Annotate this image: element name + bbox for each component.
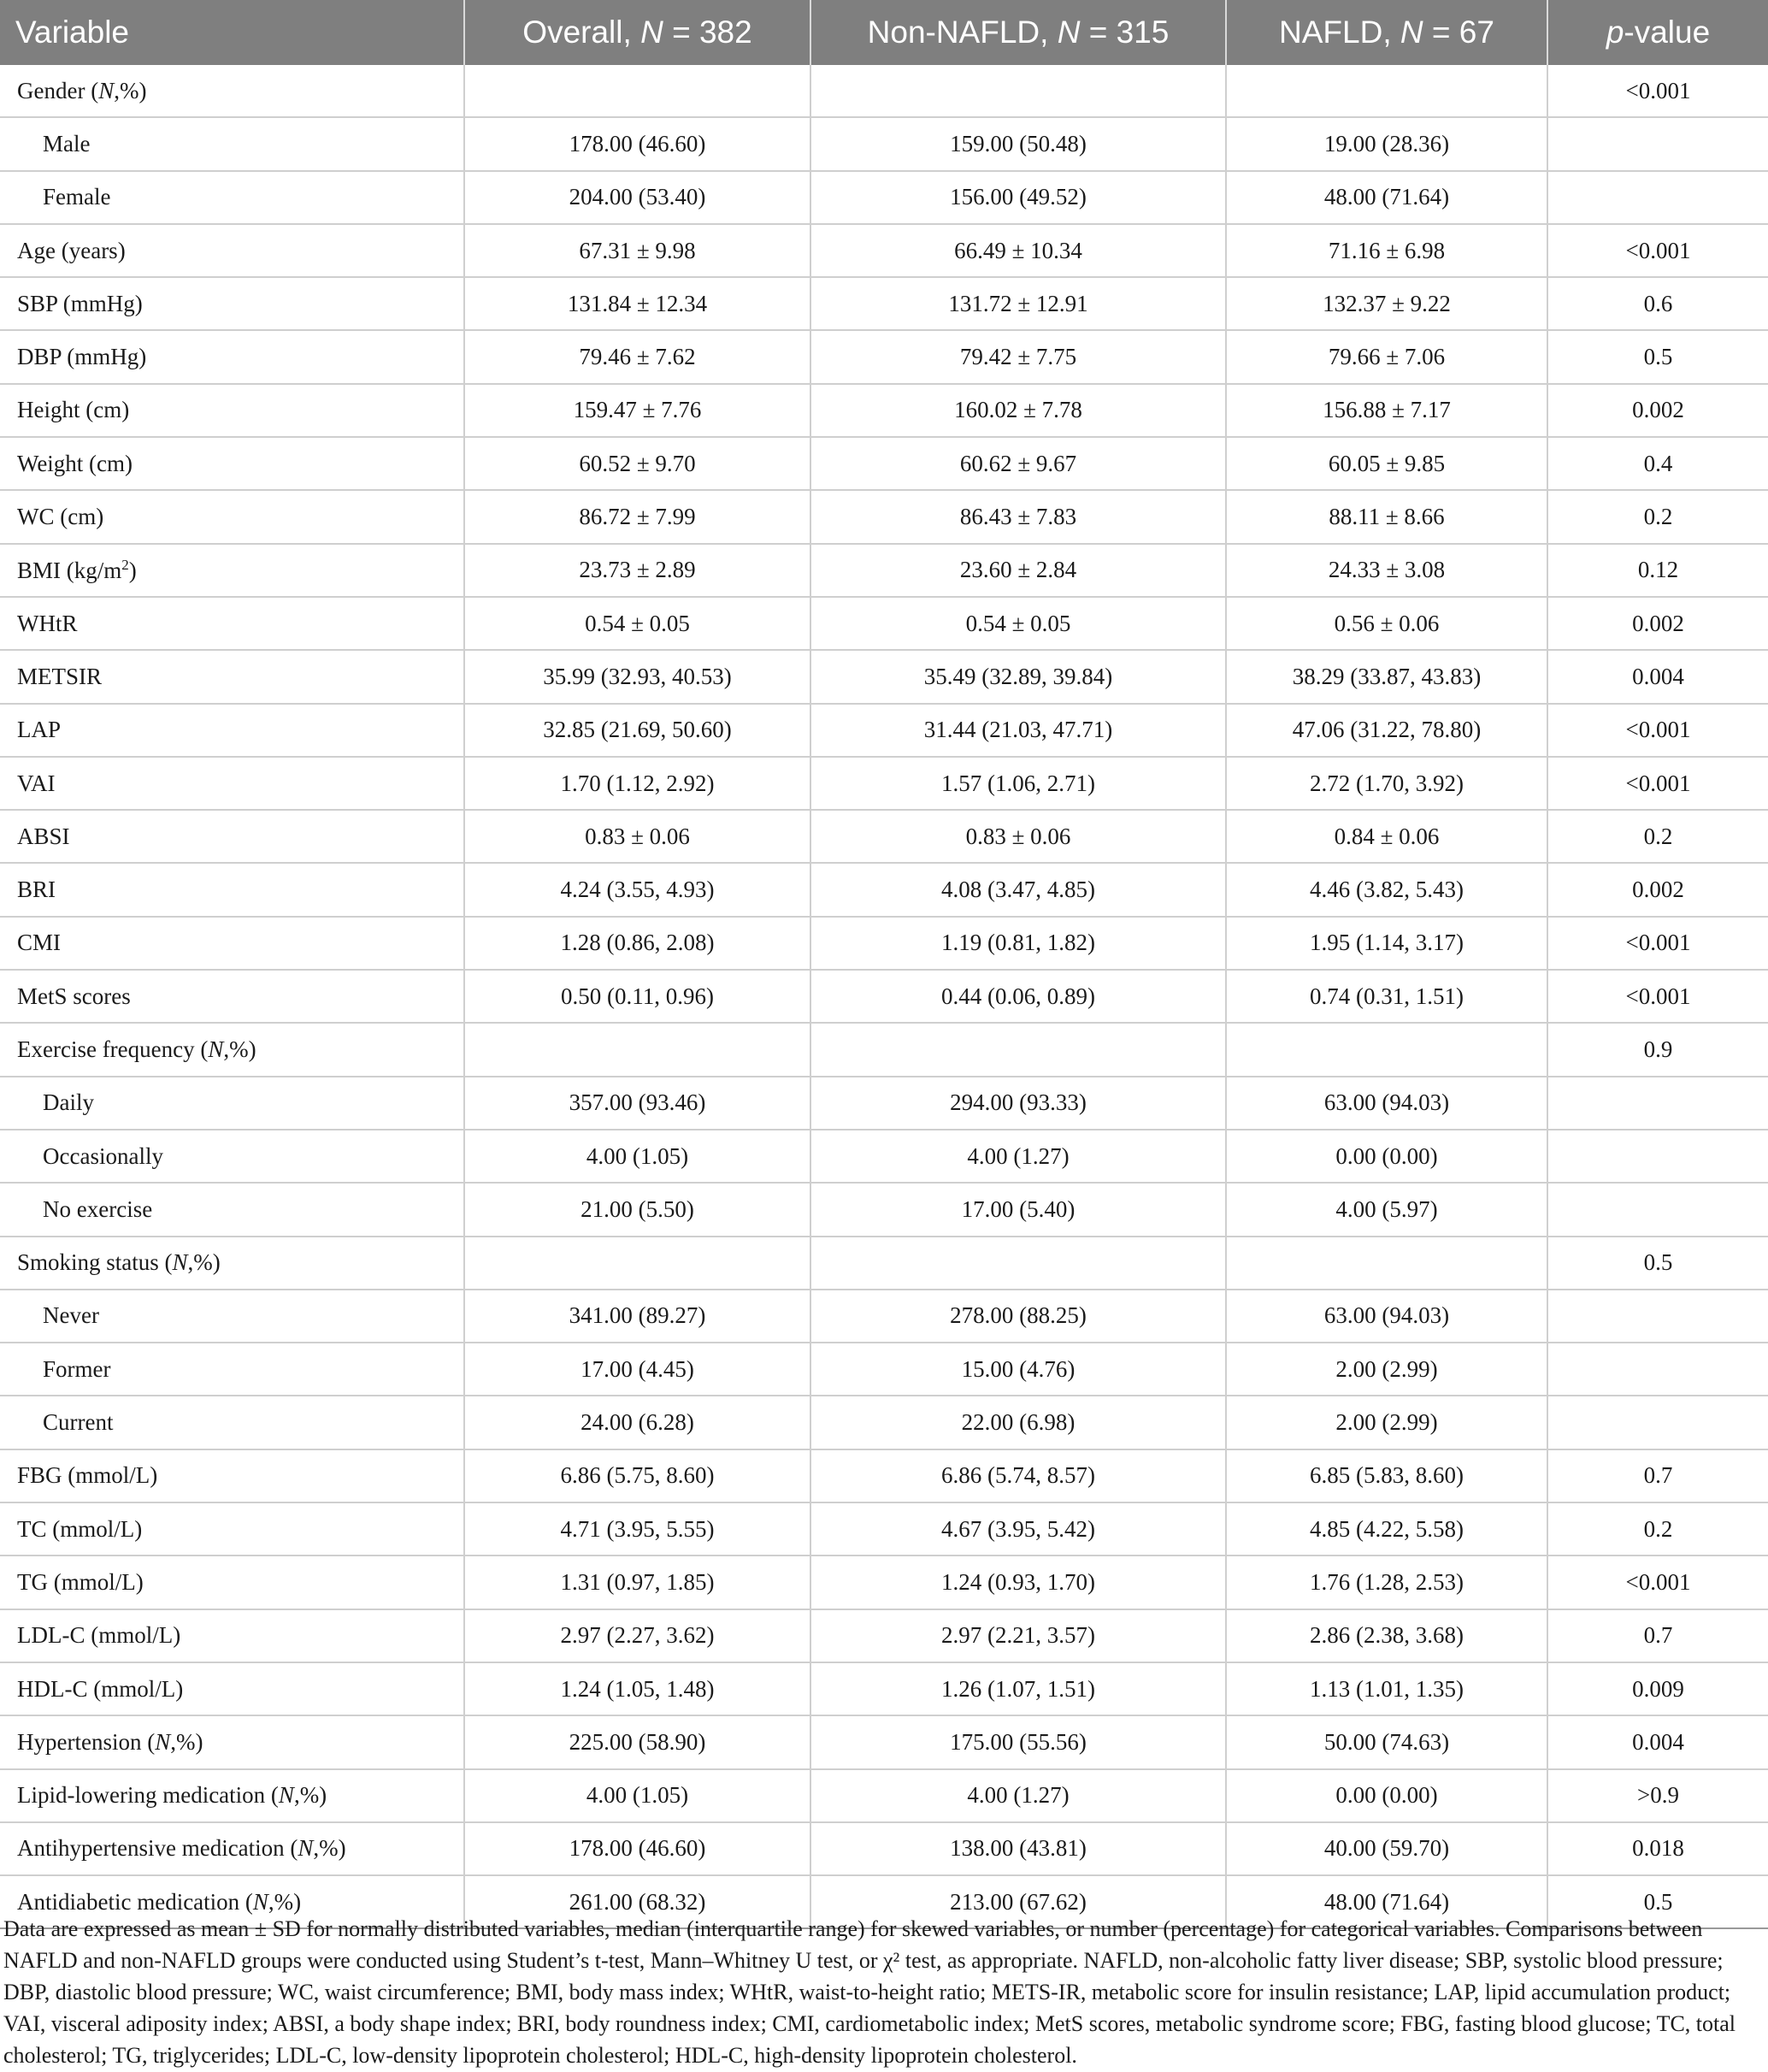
row-label-text: Male [43,130,91,156]
row-label-text: LAP [17,717,62,743]
cell-overall: 4.24 (3.55, 4.93) [464,863,810,916]
table-row [0,917,1768,970]
cell-overall: 17.00 (4.45) [464,1343,810,1396]
row-label [0,1609,464,1662]
cell-non-nafld: 0.83 ± 0.06 [810,810,1226,863]
cell-pvalue: <0.001 [1547,1555,1768,1609]
cell-nafld: 50.00 (74.63) [1226,1715,1547,1768]
cell-nafld: 88.11 ± 8.66 [1226,490,1547,543]
cell-overall: 159.47 ± 7.76 [464,384,810,437]
row-label-text: TG (mmol/L) [17,1568,144,1595]
row-label-text: Gender ( [17,77,99,103]
cell-non-nafld: 86.43 ± 7.83 [810,490,1226,543]
row-label [0,1023,464,1076]
cell-nafld: 2.00 (2.99) [1226,1396,1547,1449]
cell-pvalue [1547,171,1768,224]
cell-overall: 0.54 ± 0.05 [464,597,810,650]
table-row [0,1502,1768,1555]
cell-overall: 23.73 ± 2.89 [464,544,810,597]
cell-non-nafld: 35.49 (32.89, 39.84) [810,650,1226,703]
row-label-text: HDL-C (mmol/L) [17,1675,184,1702]
row-label-text: Current [43,1409,114,1436]
cell-nafld: 4.85 (4.22, 5.58) [1226,1502,1547,1555]
row-label-tail: ,%) [223,1036,256,1062]
row-label-text: WC (cm) [17,504,104,530]
table-row [0,1555,1768,1609]
row-label [0,810,464,863]
row-label [0,1769,464,1822]
cell-non-nafld: 278.00 (88.25) [810,1290,1226,1343]
cell-pvalue: <0.001 [1547,917,1768,970]
cell-overall: 2.97 (2.27, 3.62) [464,1609,810,1662]
row-label [0,490,464,543]
cell-pvalue: 0.002 [1547,863,1768,916]
table-footnote: Data are expressed as mean ± SD for normally distributed variables, median (interquartile range) for skewed variables, or number (percentage) for categorical variables. Comparisons between NAFLD and non-NAFLD groups were conducted using Student’s t-test, Mann–Whitney U test, or χ² test, as appropriate. NAFLD, non-alcoholic fatty liver disease; SBP, systolic blood pressure; DBP, diastolic blood pressure; WC, waist circumference; BMI, body mass index; WHtR, waist-to-height ratio; METS-IR, metabolic score for insulin resistance; LAP, lipid accumulation product; VAI, visceral adiposity index; ABSI, a body shape index; BRI, body roundness index; CMI, cardiometabolic index; MetS scores, metabolic syndrome score; FBG, fasting blood glucose; TC, total cholesterol; TG, triglycerides; LDL-C, low-density lipoprotein cholesterol; HDL-C, high-density lipoprotein cholesterol. [3,1916,1736,2068]
cell-overall: 1.24 (1.05, 1.48) [464,1662,810,1715]
cell-non-nafld: 2.97 (2.21, 3.57) [810,1609,1226,1662]
cell-overall: 4.00 (1.05) [464,1130,810,1183]
cell-pvalue [1547,1130,1768,1183]
row-label [0,544,464,597]
header-non-nafld-prefix: Non-NAFLD, [867,15,1058,50]
cell-nafld: 0.00 (0.00) [1226,1130,1547,1183]
cell-pvalue: 0.002 [1547,384,1768,437]
row-label [0,650,464,703]
header-variable: Variable [0,0,464,65]
table-row [0,970,1768,1023]
table-row [0,810,1768,863]
row-label-text: Weight (cm) [17,450,133,476]
table-row [0,1183,1768,1236]
cell-nafld: 40.00 (59.70) [1226,1822,1547,1875]
cell-nafld: 156.88 ± 7.17 [1226,384,1547,437]
row-label-text: METSIR [17,663,103,689]
table-row [0,544,1768,597]
cell-pvalue: 0.2 [1547,490,1768,543]
table-row [0,277,1768,330]
cell-nafld: 1.76 (1.28, 2.53) [1226,1555,1547,1609]
header-non-nafld-n: N [1057,15,1081,50]
cell-non-nafld: 4.00 (1.27) [810,1130,1226,1183]
cell-pvalue: 0.5 [1547,1875,1768,1928]
row-label-text: SBP (mmHg) [17,290,143,316]
cell-pvalue: 0.7 [1547,1609,1768,1662]
cell-nafld: 4.46 (3.82, 5.43) [1226,863,1547,916]
row-label-text: FBG (mmol/L) [17,1462,158,1489]
cell-overall: 79.46 ± 7.62 [464,330,810,383]
row-label-italic: N [252,1888,268,1915]
cell-nafld: 0.00 (0.00) [1226,1769,1547,1822]
cell-nafld: 2.86 (2.38, 3.68) [1226,1609,1547,1662]
row-label-text: CMI [17,930,62,956]
cell-non-nafld [810,1237,1226,1290]
table-row [0,490,1768,543]
table-row [0,1715,1768,1768]
cell-overall: 357.00 (93.46) [464,1077,810,1130]
cell-non-nafld: 31.44 (21.03, 47.71) [810,704,1226,757]
row-label [0,1715,464,1768]
cell-pvalue: <0.001 [1547,224,1768,277]
cell-non-nafld: 6.86 (5.74, 8.57) [810,1449,1226,1502]
row-label [0,757,464,810]
cell-pvalue: 0.009 [1547,1662,1768,1715]
header-nafld [1226,0,1547,65]
cell-non-nafld: 4.00 (1.27) [810,1769,1226,1822]
row-label-italic: N [278,1782,294,1809]
table-row [0,1769,1768,1822]
row-label-tail: ,%) [293,1782,327,1809]
row-label-italic: N [155,1728,171,1755]
table-row [0,1822,1768,1875]
table-row [0,330,1768,383]
row-label [0,330,464,383]
cell-pvalue [1547,117,1768,170]
cell-nafld: 19.00 (28.36) [1226,117,1547,170]
table-row [0,704,1768,757]
cell-pvalue: 0.12 [1547,544,1768,597]
row-label [0,1555,464,1609]
cell-overall: 1.70 (1.12, 2.92) [464,757,810,810]
cell-overall: 21.00 (5.50) [464,1183,810,1236]
row-label-text: Occasionally [43,1142,163,1169]
row-label-text: Hypertension ( [17,1728,156,1755]
row-label-text: Antidiabetic medication ( [17,1888,253,1915]
table-row [0,1237,1768,1290]
cell-nafld: 2.72 (1.70, 3.92) [1226,757,1547,810]
cell-non-nafld: 131.72 ± 12.91 [810,277,1226,330]
row-label-text: WHtR [17,610,78,636]
table-row [0,384,1768,437]
cell-nafld [1226,1237,1547,1290]
cell-pvalue: 0.002 [1547,597,1768,650]
table-row [0,1396,1768,1449]
row-label [0,384,464,437]
row-label-text: ABSI [17,823,70,849]
cell-non-nafld: 1.24 (0.93, 1.70) [810,1555,1226,1609]
row-label-text: VAI [17,770,56,796]
cell-pvalue [1547,1077,1768,1130]
row-label-text: LDL-C (mmol/L) [17,1622,181,1649]
row-label-italic: N [98,77,115,103]
cell-non-nafld: 79.42 ± 7.75 [810,330,1226,383]
row-label-text: Never [43,1302,99,1329]
cell-nafld: 60.05 ± 9.85 [1226,437,1547,490]
table-row [0,171,1768,224]
cell-pvalue: 0.4 [1547,437,1768,490]
row-label-text: Exercise frequency ( [17,1036,209,1062]
row-label-text: Lipid-lowering medication ( [17,1782,279,1809]
cell-overall: 35.99 (32.93, 40.53) [464,650,810,703]
cell-pvalue: >0.9 [1547,1769,1768,1822]
table-row [0,1662,1768,1715]
cell-nafld: 1.13 (1.01, 1.35) [1226,1662,1547,1715]
table-row [0,757,1768,810]
cell-non-nafld: 1.57 (1.06, 2.71) [810,757,1226,810]
row-label [0,917,464,970]
row-label [0,65,464,117]
cell-pvalue: 0.9 [1547,1023,1768,1076]
row-label-text: Female [43,184,111,210]
cell-overall: 6.86 (5.75, 8.60) [464,1449,810,1502]
cell-pvalue: 0.004 [1547,650,1768,703]
cell-overall: 32.85 (21.69, 50.60) [464,704,810,757]
row-label-superscript: 2 [121,556,129,573]
table-row [0,437,1768,490]
cell-non-nafld: 159.00 (50.48) [810,117,1226,170]
row-label [0,1237,464,1290]
cell-pvalue [1547,1396,1768,1449]
cell-non-nafld [810,1023,1226,1076]
row-label-text: Former [43,1355,111,1382]
cell-overall: 261.00 (68.32) [464,1875,810,1928]
row-label [0,1502,464,1555]
cell-nafld: 132.37 ± 9.22 [1226,277,1547,330]
cell-nafld: 0.56 ± 0.06 [1226,597,1547,650]
cell-non-nafld: 0.44 (0.06, 0.89) [810,970,1226,1023]
cell-non-nafld: 66.49 ± 10.34 [810,224,1226,277]
table-row [0,863,1768,916]
cell-overall: 24.00 (6.28) [464,1396,810,1449]
cell-non-nafld: 294.00 (93.33) [810,1077,1226,1130]
table-row [0,224,1768,277]
row-label-text: Height (cm) [17,397,130,423]
row-label [0,224,464,277]
header-overall-suffix: = 382 [663,15,752,50]
cell-pvalue: <0.001 [1547,704,1768,757]
header-nafld-n: N [1400,15,1423,50]
row-label-text: BRI [17,877,56,903]
cell-overall: 60.52 ± 9.70 [464,437,810,490]
cell-non-nafld: 15.00 (4.76) [810,1343,1226,1396]
row-label-text: TC (mmol/L) [17,1515,143,1542]
row-label [0,277,464,330]
row-label-text: Age (years) [17,237,126,263]
row-label [0,437,464,490]
header-pvalue [1547,0,1768,65]
row-label-tail: ,%) [268,1888,302,1915]
cell-nafld [1226,65,1547,117]
cell-nafld: 48.00 (71.64) [1226,1875,1547,1928]
cell-non-nafld: 138.00 (43.81) [810,1822,1226,1875]
row-label-italic: N [208,1036,224,1062]
cell-non-nafld: 4.08 (3.47, 4.85) [810,863,1226,916]
cell-nafld: 48.00 (71.64) [1226,171,1547,224]
row-label-tail: ,%) [313,1835,346,1862]
cell-non-nafld: 160.02 ± 7.78 [810,384,1226,437]
cell-pvalue: 0.5 [1547,330,1768,383]
row-label-text: Smoking status ( [17,1249,173,1276]
cell-nafld: 4.00 (5.97) [1226,1183,1547,1236]
cell-non-nafld: 17.00 (5.40) [810,1183,1226,1236]
table-row [0,597,1768,650]
cell-overall: 178.00 (46.60) [464,117,810,170]
cell-overall [464,1237,810,1290]
row-label [0,1343,464,1396]
header-pvalue-p: p [1606,15,1624,50]
row-label [0,1130,464,1183]
cell-pvalue: 0.7 [1547,1449,1768,1502]
table-body [0,65,1768,1928]
row-label-text: Antihypertensive medication ( [17,1835,298,1862]
cell-overall: 4.71 (3.95, 5.55) [464,1502,810,1555]
cell-overall: 225.00 (58.90) [464,1715,810,1768]
cell-pvalue: <0.001 [1547,65,1768,117]
cell-non-nafld: 175.00 (55.56) [810,1715,1226,1768]
cell-overall [464,1023,810,1076]
cell-pvalue [1547,1290,1768,1343]
cell-pvalue: 0.5 [1547,1237,1768,1290]
cell-nafld: 24.33 ± 3.08 [1226,544,1547,597]
cell-pvalue: 0.018 [1547,1822,1768,1875]
cell-non-nafld: 60.62 ± 9.67 [810,437,1226,490]
cell-non-nafld: 0.54 ± 0.05 [810,597,1226,650]
cell-nafld: 0.84 ± 0.06 [1226,810,1547,863]
cell-pvalue: 0.2 [1547,1502,1768,1555]
row-label [0,1290,464,1343]
cell-nafld: 6.85 (5.83, 8.60) [1226,1449,1547,1502]
cell-nafld: 63.00 (94.03) [1226,1290,1547,1343]
row-label [0,597,464,650]
header-non-nafld [810,0,1226,65]
table-row [0,1023,1768,1076]
row-label [0,1662,464,1715]
header-nafld-suffix: = 67 [1423,15,1494,50]
cell-overall: 178.00 (46.60) [464,1822,810,1875]
cell-pvalue: 0.004 [1547,1715,1768,1768]
row-label [0,863,464,916]
cell-non-nafld: 213.00 (67.62) [810,1875,1226,1928]
row-label [0,1822,464,1875]
table-row [0,650,1768,703]
table-header [0,0,1768,65]
row-label-text: BMI (kg/m [17,557,122,583]
table-row [0,1077,1768,1130]
cell-overall: 0.83 ± 0.06 [464,810,810,863]
row-label [0,970,464,1023]
cell-non-nafld: 156.00 (49.52) [810,171,1226,224]
row-label [0,1396,464,1449]
table-row [0,1449,1768,1502]
row-label [0,171,464,224]
table-row [0,1609,1768,1662]
cell-non-nafld: 23.60 ± 2.84 [810,544,1226,597]
cell-overall [464,65,810,117]
row-label-text: MetS scores [17,983,131,1009]
table-row [0,65,1768,117]
row-label-tail: ,%) [114,77,147,103]
header-row [0,0,1768,65]
row-label-italic: N [298,1835,314,1862]
row-label-text: DBP (mmHg) [17,344,147,370]
cell-nafld [1226,1023,1547,1076]
cell-pvalue: <0.001 [1547,757,1768,810]
cell-nafld: 0.74 (0.31, 1.51) [1226,970,1547,1023]
cell-overall: 67.31 ± 9.98 [464,224,810,277]
row-label [0,1183,464,1236]
cell-pvalue [1547,1343,1768,1396]
row-label-tail: ,%) [187,1249,221,1276]
cell-overall: 0.50 (0.11, 0.96) [464,970,810,1023]
row-label [0,117,464,170]
cell-overall: 341.00 (89.27) [464,1290,810,1343]
cell-overall: 1.28 (0.86, 2.08) [464,917,810,970]
row-label [0,1077,464,1130]
cell-overall: 86.72 ± 7.99 [464,490,810,543]
header-overall [464,0,810,65]
cell-pvalue: <0.001 [1547,970,1768,1023]
header-overall-n: N [640,15,663,50]
header-overall-prefix: Overall, [522,15,641,50]
cell-non-nafld [810,65,1226,117]
cell-nafld: 1.95 (1.14, 3.17) [1226,917,1547,970]
cell-overall: 204.00 (53.40) [464,171,810,224]
row-label [0,1449,464,1502]
row-label-tail: ,%) [170,1728,203,1755]
table-row [0,1130,1768,1183]
cell-non-nafld: 4.67 (3.95, 5.42) [810,1502,1226,1555]
cell-non-nafld: 1.19 (0.81, 1.82) [810,917,1226,970]
cell-pvalue: 0.6 [1547,277,1768,330]
cell-pvalue: 0.2 [1547,810,1768,863]
cell-nafld: 47.06 (31.22, 78.80) [1226,704,1547,757]
table-row [0,1343,1768,1396]
cell-nafld: 2.00 (2.99) [1226,1343,1547,1396]
row-label-text: Daily [43,1089,94,1116]
cell-non-nafld: 22.00 (6.98) [810,1396,1226,1449]
header-non-nafld-suffix: = 315 [1080,15,1170,50]
header-pvalue-suffix: -value [1624,15,1711,50]
cell-overall: 4.00 (1.05) [464,1769,810,1822]
row-label-tail: ) [128,557,137,583]
cell-overall: 131.84 ± 12.34 [464,277,810,330]
table-row [0,1290,1768,1343]
table-row [0,117,1768,170]
row-label-text: No exercise [43,1195,153,1222]
cell-nafld: 38.29 (33.87, 43.83) [1226,650,1547,703]
cell-non-nafld: 1.26 (1.07, 1.51) [810,1662,1226,1715]
row-label [0,704,464,757]
cell-overall: 1.31 (0.97, 1.85) [464,1555,810,1609]
cell-nafld: 79.66 ± 7.06 [1226,330,1547,383]
row-label-italic: N [172,1249,188,1276]
cell-pvalue [1547,1183,1768,1236]
header-nafld-prefix: NAFLD, [1279,15,1400,50]
cell-nafld: 71.16 ± 6.98 [1226,224,1547,277]
cell-nafld: 63.00 (94.03) [1226,1077,1547,1130]
